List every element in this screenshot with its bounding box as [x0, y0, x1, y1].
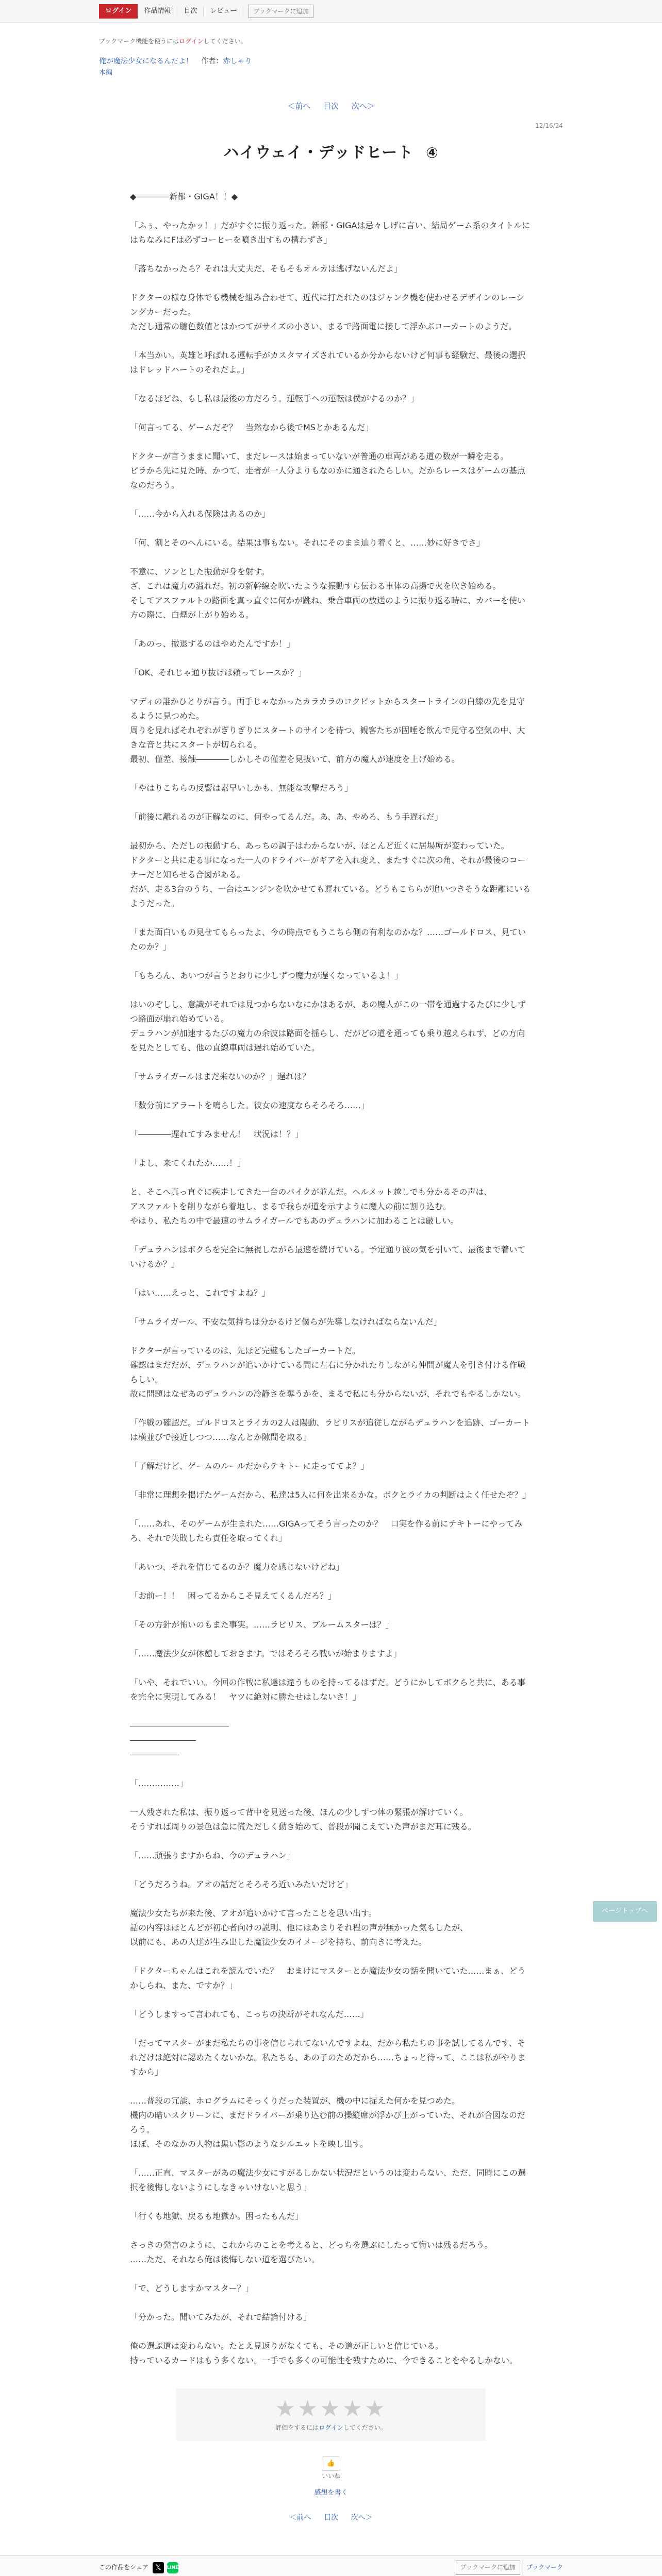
novel-line: 「もちろん、あいつが言うとおりに少しずつ魔力が遅くなっているよ！」 — [130, 970, 403, 980]
novel-line: 「サムライガールはまだ来ないのか？」遅れは？ — [130, 1071, 310, 1081]
blank-line — [130, 1055, 532, 1070]
blank-line — [130, 1502, 532, 1517]
novel-line: 「何、割とそのへんにいる。結果は事もない。それにそのまま辿り着くと、……妙に好きでさ」 — [130, 537, 485, 548]
novel-line: ピラから先に見た時、かつて、走者が一人分よりもなのかに通されたらしい。だからレースはゲームの基点なのだろう。 — [130, 465, 525, 490]
chapter-group-tag: 本編 — [99, 69, 113, 77]
novel-line: 「なるほどね、もし私は最後の方だろう。運転手への運転は僕がするのか？」 — [130, 393, 419, 403]
novel-line: 「あのっ、撤退するのはやめたんですか！」 — [130, 638, 295, 649]
blank-line — [130, 1228, 532, 1243]
rating-note — [176, 2422, 486, 2434]
blank-line — [130, 1113, 532, 1127]
author-link[interactable]: 赤しゃり — [223, 57, 252, 65]
novel-line: 「分かった。聞いてみたが、それで結論付ける」 — [130, 2312, 312, 2322]
blank-line — [130, 521, 532, 536]
author-info — [201, 57, 252, 65]
novel-line: ドクターの様な身体でも機械を組み合わせて、近代に打たれたのはジャンク機を使わせるデザインのレーシングカーだった。 — [130, 292, 524, 317]
blank-line — [130, 2267, 532, 2281]
blank-line — [130, 276, 532, 291]
novel-line: アスファルトを削りながら着地し、まるで我らが道を示すように魔人の前に割り込む。 — [130, 1201, 451, 1211]
rating-note-end: してください。 — [343, 2424, 387, 2431]
blank-line — [130, 1892, 532, 1906]
blank-line — [130, 204, 532, 218]
novel-line: 「やはりこちらの反響は素早いしかも、無能な攻撃だろう」 — [130, 783, 353, 793]
blank-line — [130, 1546, 532, 1560]
blank-line — [130, 1834, 532, 1849]
novel-line: 「よし、来てくれたか……！」 — [130, 1158, 246, 1168]
series-info — [99, 56, 563, 67]
novel-line: 「……正直、マスターがあの魔法少女にすがるしかない状況だというのは変わらない、ただ、同時にこの選択を後悔しないようにしなきゃいけないと思う」 — [130, 2167, 526, 2192]
novel-line: ほぼ、そのなかの人物は黒い影のようなシルエットを映し出す。 — [130, 2139, 369, 2149]
novel-line: 「お前ー！！ 困ってるからこそ見えてくるんだろ？」 — [130, 1590, 337, 1601]
blank-line — [130, 1603, 532, 1618]
toc-link-bottom[interactable]: 目次 — [324, 2513, 338, 2522]
novel-line: 「また面白いもの見せてもらったよ、今の時点でもうこちら側の有利なのかな？……ゴールドロス、見ていたのか？」 — [130, 927, 526, 952]
novel-line: 「了解だけど、ゲームのルールだからテキトーに走っててよ？」 — [130, 1461, 369, 1471]
blank-line — [130, 824, 532, 839]
novel-line: 以前にも、あの人達が生み出した魔法少女のイメージを持ち、前向きに考えた。 — [130, 1937, 427, 1947]
next-link-bottom[interactable]: 次へ＞ — [351, 2513, 373, 2522]
blank-line — [130, 1142, 532, 1156]
blank-line — [130, 2151, 532, 2166]
blank-line — [130, 795, 532, 810]
blank-line — [130, 2022, 532, 2036]
novel-line: 持っているカードはもう多くない。一手でも多くの可能性を残すために、今できることをやるしかない。 — [130, 2355, 518, 2365]
like-label: いいね — [321, 2472, 340, 2480]
prev-link-bottom[interactable]: ＜前へ — [289, 2513, 311, 2522]
x-share-icon[interactable]: 𝕏 — [153, 2562, 164, 2573]
blank-line — [130, 622, 532, 637]
novel-line: 故に問題はなぜあのデュラハンの冷静さを奪うかを、まるで私にも分からないが、それでもやるしかない。 — [130, 1388, 526, 1399]
novel-line: 「数分前にアラートを鳴らした。彼女の速度ならそろそろ……」 — [130, 1100, 370, 1110]
novel-line: 「デュラハンはボクらを完全に無視しながら最速を続けている。予定通り彼の気を引いて、最後まで着いていけるか？」 — [130, 1244, 526, 1269]
novel-body — [130, 190, 532, 2368]
blank-line — [130, 1084, 532, 1098]
novel-line: 「非常に理想を掲げたゲームだから、私達は5人に何を出来るかな。ボクとライカの判断はよく任せたぞ？」 — [130, 1489, 531, 1500]
novel-line: 話の内容はほとんどが初心者向けの説明、他にはあまりそれ程の声が無かった気もしたが、 — [130, 1922, 469, 1933]
blank-line — [130, 1171, 532, 1185]
novel-line: だが、走る3台のうち、一台はエンジンを吹かせても遅れている。どうもこちらが追いつきそうな距離にいるようだった。 — [130, 884, 531, 908]
blank-line — [130, 406, 532, 420]
chapter-title — [99, 139, 563, 167]
blank-line — [130, 954, 532, 969]
blank-line — [130, 1272, 532, 1286]
notice-text: ブックマーク機能を使うには — [99, 38, 179, 45]
novel-line: ―――――――― — [130, 1735, 196, 1745]
blank-line — [130, 2079, 532, 2094]
like-button[interactable] — [322, 2456, 340, 2471]
novel-line: 不意に、ソンとした振動が身を射す。 — [130, 566, 270, 577]
novel-line: 「だってマスターがまだ私たちの事を信じられてないんですよね、だから私たちの事を試してるんです、それだけは絶対に認めたくないかな。私たちも、あの子のためだから……ちょっと待って、ここは私がやりますから」 — [130, 2038, 526, 2077]
nav-reviews[interactable]: レビュー — [204, 6, 243, 16]
blank-line — [130, 1401, 532, 1416]
blank-line — [130, 1791, 532, 1805]
novel-line: 「サムライガール、不安な気持ちは分かるけど僕らが先導しなければならないんだ」 — [130, 1316, 442, 1327]
novel-line: 最初、僅差、接触――――しかしその僅差を見抜いて、前方の魔人が速度を上げ始める。 — [130, 754, 460, 764]
rating-note-text: 評価をするには — [275, 2424, 319, 2431]
novel-line: 「行くも地獄、戻るも地獄か。困ったもんだ」 — [130, 2211, 304, 2221]
blank-line — [130, 247, 532, 262]
blank-line — [130, 1661, 532, 1675]
novel-line: 最初から、ただしの振動すら、あっちの調子はわからないが、ほとんど近くに居場所が変わっていた。 — [130, 840, 509, 851]
novel-line: 「どうだろうね。アオの話だとそろそろ近いみたいだけど」 — [130, 1879, 353, 1889]
novel-line: ドクターが言っているのは、先ほど完璧もしたゴーカートだ。 — [130, 1345, 361, 1355]
line-share-icon[interactable]: LINE — [167, 2562, 178, 2573]
bookmark-link[interactable]: ブックマーク — [526, 2563, 563, 2571]
novel-line: 「その方針が怖いのもまた事実。……ラピリス、ブルームスターは？」 — [130, 1619, 394, 1630]
novel-line: 「――――遅れてすみません！ 状況は！？」 — [130, 1129, 304, 1139]
novel-line: ◆――――新都・GIGA！！◆ — [130, 191, 238, 201]
blank-line — [130, 1574, 532, 1589]
chapter-title-text: ハイウェイ・デッドヒート — [223, 143, 414, 162]
blank-line — [130, 550, 532, 565]
novel-line: ドクターが言うままに聞いて、まだレースは始まっていないが普通の車両がある道の数が一瞬を走る。 — [130, 451, 509, 461]
blank-line — [130, 1950, 532, 1964]
blank-line — [130, 680, 532, 694]
novel-line: 「何言ってる、ゲームだぞ？ 当然なから後でMSとかあるんだ」 — [130, 422, 373, 432]
rating-login-link[interactable]: ログイン — [319, 2424, 343, 2431]
blank-line — [130, 1704, 532, 1719]
novel-line: はいのぞしし、意識がそれでは見つからないなにかはあるが、あの魔人がこの一帯を通過するたびに少しずつ路面が崩れ始めている。 — [130, 999, 526, 1024]
blank-line — [130, 435, 532, 449]
prev-link[interactable]: ＜前へ — [287, 101, 311, 111]
notice-login-link[interactable]: ログイン — [179, 38, 204, 45]
login-button[interactable]: ログイン — [99, 4, 138, 19]
blank-line — [130, 1632, 532, 1647]
blank-line — [130, 983, 532, 997]
novel-line: 「で、どうしますかマスター？」 — [130, 2283, 254, 2293]
novel-line: 俺の選ぶ道は変わらない。たとえ見返りがなくても、その道が正しいと信じている。 — [130, 2341, 444, 2351]
blank-line — [130, 1473, 532, 1488]
novel-line: 「……魔法少女が休憩しておきます。ではそろそろ戦いが始まりますよ」 — [130, 1648, 402, 1658]
novel-line: 「OK、それじゃ通り抜けは頼ってレースか？」 — [130, 667, 307, 677]
blank-line — [130, 377, 532, 392]
novel-line: デュラハンが加速するたびの魔力の余波は路面を揺らし、だがどの道を通っても乗り越えられず、どの方向を見たとしても、他の直線車両は遅れ始めていた。 — [130, 1028, 525, 1053]
novel-line: 「あいつ、それを信じてるのか？魔力を感じないけどね」 — [130, 1562, 344, 1572]
novel-line: 確認はまだだが、デュラハンが追いかけている間に左右に分かれたりしながら仲間が魔人を引き付ける作戦らしい。 — [130, 1360, 526, 1384]
blank-line — [130, 1445, 532, 1459]
novel-line: さっきの発言のように、これからのことを考えると、どっちを選ぶにしたって悔いは残るだろう。 — [130, 2240, 493, 2250]
blank-line — [130, 911, 532, 925]
toc-link[interactable]: 目次 — [323, 101, 339, 111]
blank-line — [130, 1863, 532, 1877]
novel-line: ドクターと共に走る事になった一人のドライバーがギアを入れ変え、またすぐに次の角、それが最後のコーナーだと知らせる合図がある。 — [130, 855, 526, 879]
share-label: この作品をシェア — [99, 2563, 148, 2571]
novel-line: 一人残された私は、振り返って背中を見送った後、ほんの少しずつ体の緊張が解けていく。 — [130, 1807, 468, 1817]
novel-line: 「前後に離れるのが正解なのに、何やってるんだ。あ、あ、やめろ、もう手遅れだ」 — [130, 811, 443, 822]
novel-line: 「本当かい。英雄と呼ばれる運転手がカスタマイズされているか分からないけど何事も経験だ、最後の選択はドレッドハートのそれだよ。」 — [130, 350, 526, 375]
novel-line: ……ただ、それなら俺は後悔しない道を選びたい。 — [130, 2254, 320, 2264]
novel-line: やはり、私たちの中で最速のサムライガールでもあのデュラハンに加わることは厳しい。 — [130, 1215, 459, 1226]
next-link[interactable]: 次へ＞ — [351, 101, 375, 111]
top-navigation-bar — [0, 0, 662, 23]
novel-line: 「……………」 — [130, 1778, 188, 1788]
bookmark-add-button-bottom[interactable]: ブックマークに追加 — [456, 2561, 520, 2575]
novel-line: 機内の暗いスクリーンに、まだドライバーが乗り込む前の操縦席が浮かび上がっていた、それが合図なのだろう。 — [130, 2110, 525, 2134]
rating-box — [176, 2388, 486, 2441]
notice-text-end: してください。 — [203, 38, 247, 45]
novel-line: ―――――――――――― — [130, 1720, 229, 1731]
blank-line — [130, 2296, 532, 2310]
bookmark-notice — [99, 23, 563, 47]
blank-line — [130, 493, 532, 507]
blank-line — [130, 2224, 532, 2238]
blank-line — [130, 334, 532, 348]
novel-line: 「どうしますって言われても、こっちの決断がそれなんだ……」 — [130, 2009, 369, 2019]
novel-line: そうすれば周りの景色は急に慌ただしく動き始めて、普段が聞こえていた声がまだ耳に残る。 — [130, 1821, 476, 1832]
novel-line: ……普段の冗談、ホログラムにそっくりだった装置が、機の中に捉えた何かを見つめた。 — [130, 2095, 460, 2106]
novel-line: 「……今から入れる保険はあるのか」 — [130, 509, 271, 519]
novel-line: そしてアスファルトの路面を真っ直ぐに何かが跳ね、乗合車両の放送のように振り返る時に、カバーを使い方の際に、白煙が上がり始める。 — [130, 595, 526, 620]
series-title-link[interactable]: 俺が魔法少女になるんだよ！ — [99, 57, 193, 65]
like-area — [0, 2456, 662, 2482]
pager-top — [99, 99, 563, 113]
blank-line — [130, 1329, 532, 1344]
novel-line: 「落ちなかったら？それは大丈夫だ、そもそもオルカは逃げないんだよ」 — [130, 263, 403, 274]
novel-line: マディの誰かひとりが言う。両手じゃなかったカラカラのコクピットからスタートラインの白線の先を見守るように見つめた。 — [130, 696, 525, 721]
blank-line — [130, 651, 532, 666]
novel-line: 「はい……えっと、これですよね？」 — [130, 1287, 271, 1298]
thumbs-up-icon: 👍 — [326, 2459, 336, 2467]
page-top-button[interactable]: ページトップへ — [593, 1901, 657, 1922]
blank-line — [130, 767, 532, 781]
novel-line: 魔法少女たちが来た後、アオが追いかけて言ったことを思い出す。 — [130, 1908, 377, 1918]
novel-line: ―――――― — [130, 1749, 179, 1759]
bookmark-add-button[interactable]: ブックマークに追加 — [249, 5, 313, 18]
novel-line: 「ドクターちゃんはこれを読んでいた？ おまけにマスターとか魔法少女の話を聞いていた……まぁ、どうかしらね、また、ですか？」 — [130, 1965, 526, 1990]
novel-line: 「作戦の確認だ。ゴルドロスとライカの2人は陽動、ラピリスが追従しながらデュラハンを追跡、ゴーカートは横並びで接近しつつ……なんとか隙間を取る」 — [130, 1417, 531, 1442]
novel-line: 「……あれ、そのゲームが生まれた……GIGAってそう言ったのか？ 口実を作る前にテキトーにやってみろ、それで失敗したら責任を取ってくれ」 — [130, 1518, 523, 1543]
blank-line — [130, 1762, 532, 1776]
rating-stars[interactable]: ★★★★★ — [275, 2395, 387, 2422]
novel-line: 周りを見ればそれぞれがぎりぎりにスタートのサインを待つ、観客たちが固唾を飲んで見守る空気の中、大きな音と共にスタートが切られる。 — [130, 725, 525, 750]
novel-line: 「ふぅ、やったかッ！」だがすぐに振り返った。新都・GIGAは忌々しげに言い、結局ゲーム系のタイトルにはちなみにFは必ずコーヒーを噴き出すもの構わずさ」 — [130, 220, 531, 245]
nav-work-info[interactable]: 作品情報 — [138, 6, 177, 16]
novel-line: ただし通常の聴色数値とはかつてがサイズの小さい、まるで路面電に接して浮かぶコーカートのようだ。 — [130, 321, 517, 331]
novel-line: 「……頑張りますからね、今のデュラハン」 — [130, 1850, 295, 1860]
post-date: 12/16/24 — [535, 122, 563, 130]
blank-line — [130, 2195, 532, 2209]
write-review-link[interactable]: 感想を書く — [314, 2489, 348, 2497]
pager-bottom — [0, 2512, 662, 2524]
novel-line: と、そこへ真っ直ぐに疾走してきた一台のバイクが並んだ。ヘルメット越しでも分かるその声は、 — [130, 1187, 492, 1197]
novel-line: 「いや、それでいい。今回の作戦に私達は違うものを持ってるはずだ。どうにかしてボクらと共に、ある事を完全に実現してみる！ ヤツに絶対に勝たせはしないさ！」 — [130, 1677, 526, 1702]
chapter-number: ④ — [426, 144, 439, 161]
author-label: 作者： — [201, 57, 223, 65]
share-bar — [0, 2555, 662, 2576]
blank-line — [130, 1300, 532, 1315]
blank-line — [130, 1993, 532, 2007]
nav-toc[interactable]: 目次 — [177, 6, 204, 16]
novel-line: ざ、これは魔力の溢れだ。初の新幹線を吹いたような振動すら伝わる車体の高揚で火を吹き始める。 — [130, 581, 501, 591]
blank-line — [130, 2325, 532, 2339]
